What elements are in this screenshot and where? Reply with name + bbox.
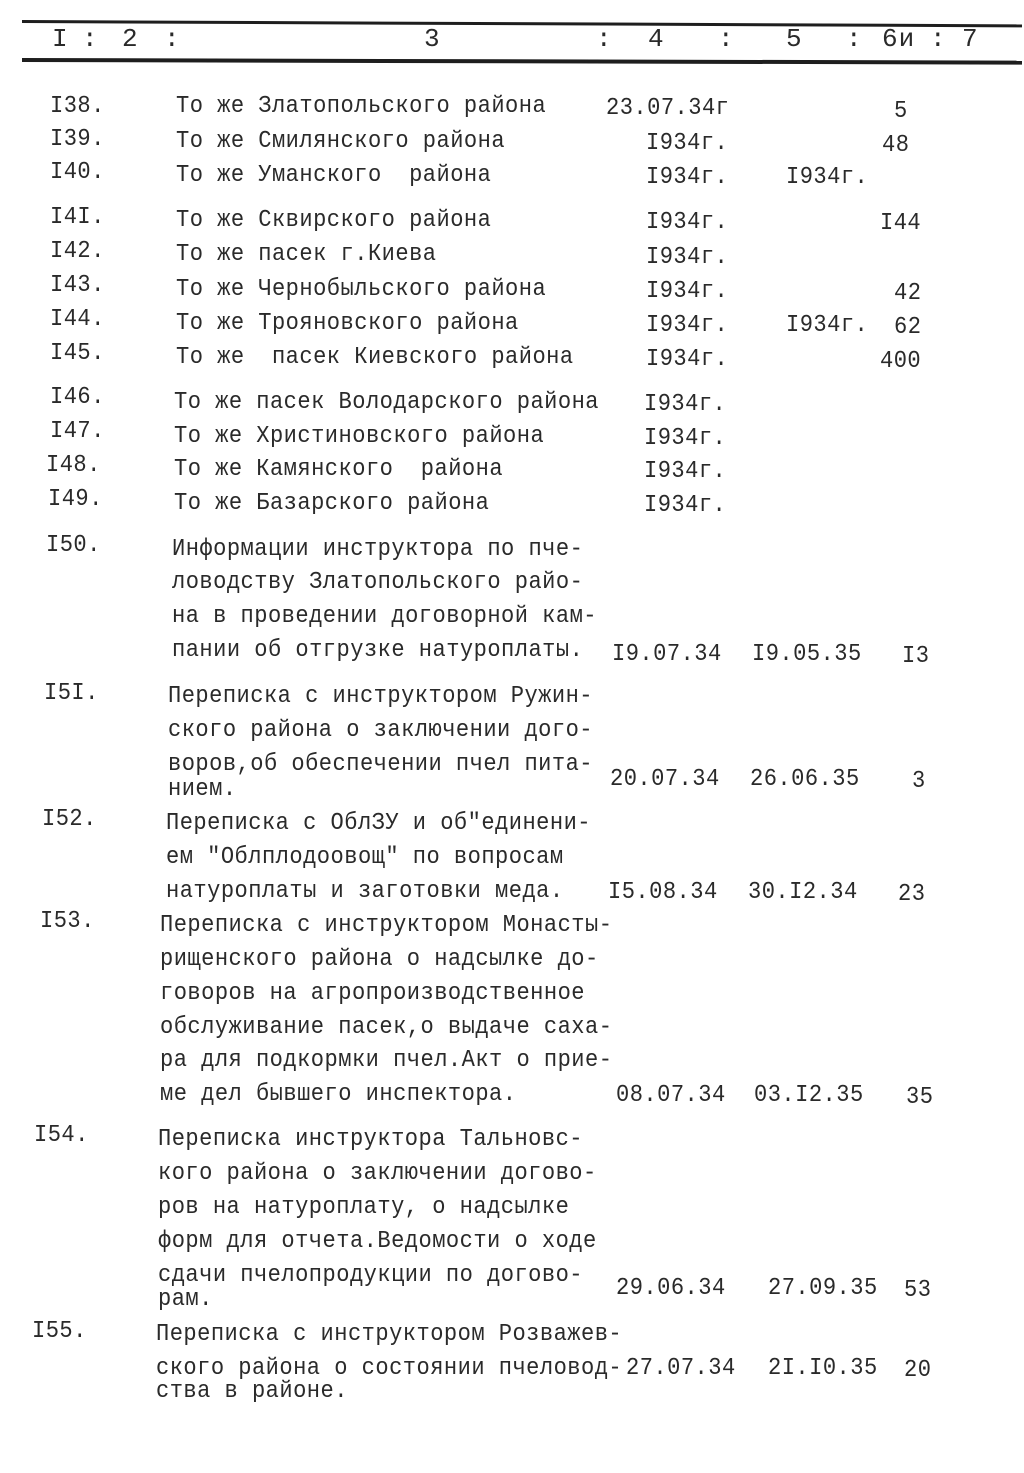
date-start: 29.06.34 (616, 1275, 726, 1302)
item-number: I48. (46, 452, 101, 479)
item-number: I40. (50, 159, 105, 186)
date-end: 26.06.35 (750, 766, 860, 793)
date-start: I5.08.34 (608, 879, 718, 906)
sheet-count: 5 (894, 98, 908, 125)
item-title-line: ров на натуроплату, о надсылке (158, 1194, 570, 1221)
date-end: 27.09.35 (768, 1275, 878, 1302)
item-title-line: Переписка с инструктором Ружин- (168, 683, 594, 710)
sheet-count: 3 (912, 768, 926, 795)
date-end: 2I.I0.35 (768, 1355, 878, 1382)
item-title: То же Смилянского района (176, 128, 506, 155)
date-start: I934г. (646, 209, 729, 236)
item-title-line: Переписка с инструктором Розважев- (156, 1321, 623, 1348)
item-title-line: пании об отгрузке натуроплаты. (172, 637, 584, 664)
item-title-line: ем "Облплодоовощ" по вопросам (166, 844, 564, 871)
item-title-line: форм для отчета.Ведомости о ходе (158, 1228, 597, 1255)
item-title: То же пасек Киевского района (176, 344, 574, 371)
item-number: I45. (50, 340, 105, 367)
column-header-2: 2 (122, 24, 139, 54)
item-title-line: ского района о состоянии пчеловод- (156, 1355, 623, 1382)
sheet-count: 62 (894, 314, 922, 341)
date-start: I934г. (646, 244, 729, 271)
column-separator: : (846, 24, 863, 54)
item-title-line: воров,об обеспечении пчел пита- (168, 751, 594, 778)
sheet-count: 20 (904, 1357, 932, 1384)
date-start: I934г. (644, 391, 727, 418)
item-title-line: кого района о заключении догово- (158, 1160, 597, 1187)
column-header-6: 6и (882, 24, 916, 54)
item-title: То же Базарского района (174, 490, 490, 517)
sheet-count: I3 (902, 643, 930, 670)
item-number: I52. (42, 806, 97, 833)
column-header-7: 7 (962, 24, 979, 54)
item-title: То же Трояновского района (176, 310, 519, 337)
date-end: 03.I2.35 (754, 1082, 864, 1109)
column-separator: : (718, 24, 735, 54)
date-start: I934г. (646, 278, 729, 305)
date-end: I934г. (786, 312, 869, 339)
item-number: I5I. (44, 680, 99, 707)
item-title-line: ра для подкормки пчел.Акт о прие- (160, 1047, 613, 1074)
item-number: I53. (40, 908, 95, 935)
sheet-count: 42 (894, 280, 922, 307)
sheet-count: 35 (906, 1084, 934, 1111)
item-number: I50. (46, 532, 101, 559)
column-separator: : (82, 24, 99, 54)
item-title-line: Переписка инструктора Тальновс- (158, 1126, 584, 1153)
item-title-line: нием. (168, 776, 237, 803)
item-title-line: ме дел бывшего инспектора. (160, 1081, 517, 1108)
column-header-3: 3 (424, 24, 441, 54)
column-header-4: 4 (648, 24, 665, 54)
item-title-line: рам. (158, 1286, 213, 1313)
column-header-5: 5 (786, 24, 803, 54)
item-title-line: Информации инструктора по пче- (172, 536, 584, 563)
item-number: I44. (50, 306, 105, 333)
date-start: I934г. (646, 164, 729, 191)
column-separator: : (596, 24, 613, 54)
date-start: I9.07.34 (612, 641, 722, 668)
sheet-count: I44 (880, 210, 922, 237)
item-title-line: ства в районе. (156, 1378, 348, 1405)
sheet-count: 53 (904, 1277, 932, 1304)
item-title-line: рищенского района о надсылке до- (160, 946, 599, 973)
item-number: I42. (50, 238, 105, 265)
date-start: I934г. (646, 130, 729, 157)
date-end: 30.I2.34 (748, 879, 858, 906)
date-end: I934г. (786, 164, 869, 191)
item-number: I4I. (50, 204, 105, 231)
sheet-count: 400 (880, 348, 922, 375)
item-title: То же пасек г.Киева (176, 241, 437, 268)
date-start: 23.07.34г (606, 95, 730, 122)
item-title-line: ского района о заключении дого- (168, 717, 594, 744)
date-start: 08.07.34 (616, 1082, 726, 1109)
column-separator: : (930, 24, 947, 54)
item-number: I39. (50, 126, 105, 153)
sheet-count: 23 (898, 881, 926, 908)
item-title-line: обслуживание пасек,о выдаче саха- (160, 1014, 613, 1041)
date-start: I934г. (644, 425, 727, 452)
item-number: I47. (50, 418, 105, 445)
sheet-count: 48 (882, 132, 910, 159)
item-number: I54. (34, 1122, 89, 1149)
item-number: I46. (50, 384, 105, 411)
item-title: То же Сквирского района (176, 207, 492, 234)
date-start: 27.07.34 (626, 1355, 736, 1382)
item-title-line: Переписка с инструктором Монасты- (160, 912, 613, 939)
item-title-line: говоров на агропроизводственное (160, 980, 586, 1007)
item-title: То же Чернобыльского района (176, 276, 547, 303)
column-separator: : (164, 24, 181, 54)
date-start: I934г. (644, 458, 727, 485)
item-number: I55. (32, 1318, 87, 1345)
date-start: 20.07.34 (610, 766, 720, 793)
item-title: То же пасек Володарского района (174, 389, 600, 416)
item-number: I49. (48, 486, 103, 513)
date-start: I934г. (646, 346, 729, 373)
item-number: I38. (50, 93, 105, 120)
item-number: I43. (50, 272, 105, 299)
item-title-line: на в проведении договорной кам- (172, 603, 598, 630)
item-title: То же Уманского района (176, 162, 492, 189)
item-title-line: ловодству Златопольского райо- (172, 569, 584, 596)
date-start: I934г. (646, 312, 729, 339)
item-title: То же Златопольского района (176, 93, 547, 120)
item-title: То же Камянского района (174, 456, 504, 483)
item-title-line: натуроплаты и заготовки меда. (166, 878, 564, 905)
header-bottom-rule (22, 58, 1022, 65)
date-start: I934г. (644, 492, 727, 519)
item-title-line: сдачи пчелопродукции по догово- (158, 1262, 584, 1289)
date-end: I9.05.35 (752, 641, 862, 668)
item-title-line: Переписка с ОблЗУ и об"единени- (166, 810, 592, 837)
column-header-1: I (52, 24, 69, 54)
item-title: То же Христиновского района (174, 423, 545, 450)
